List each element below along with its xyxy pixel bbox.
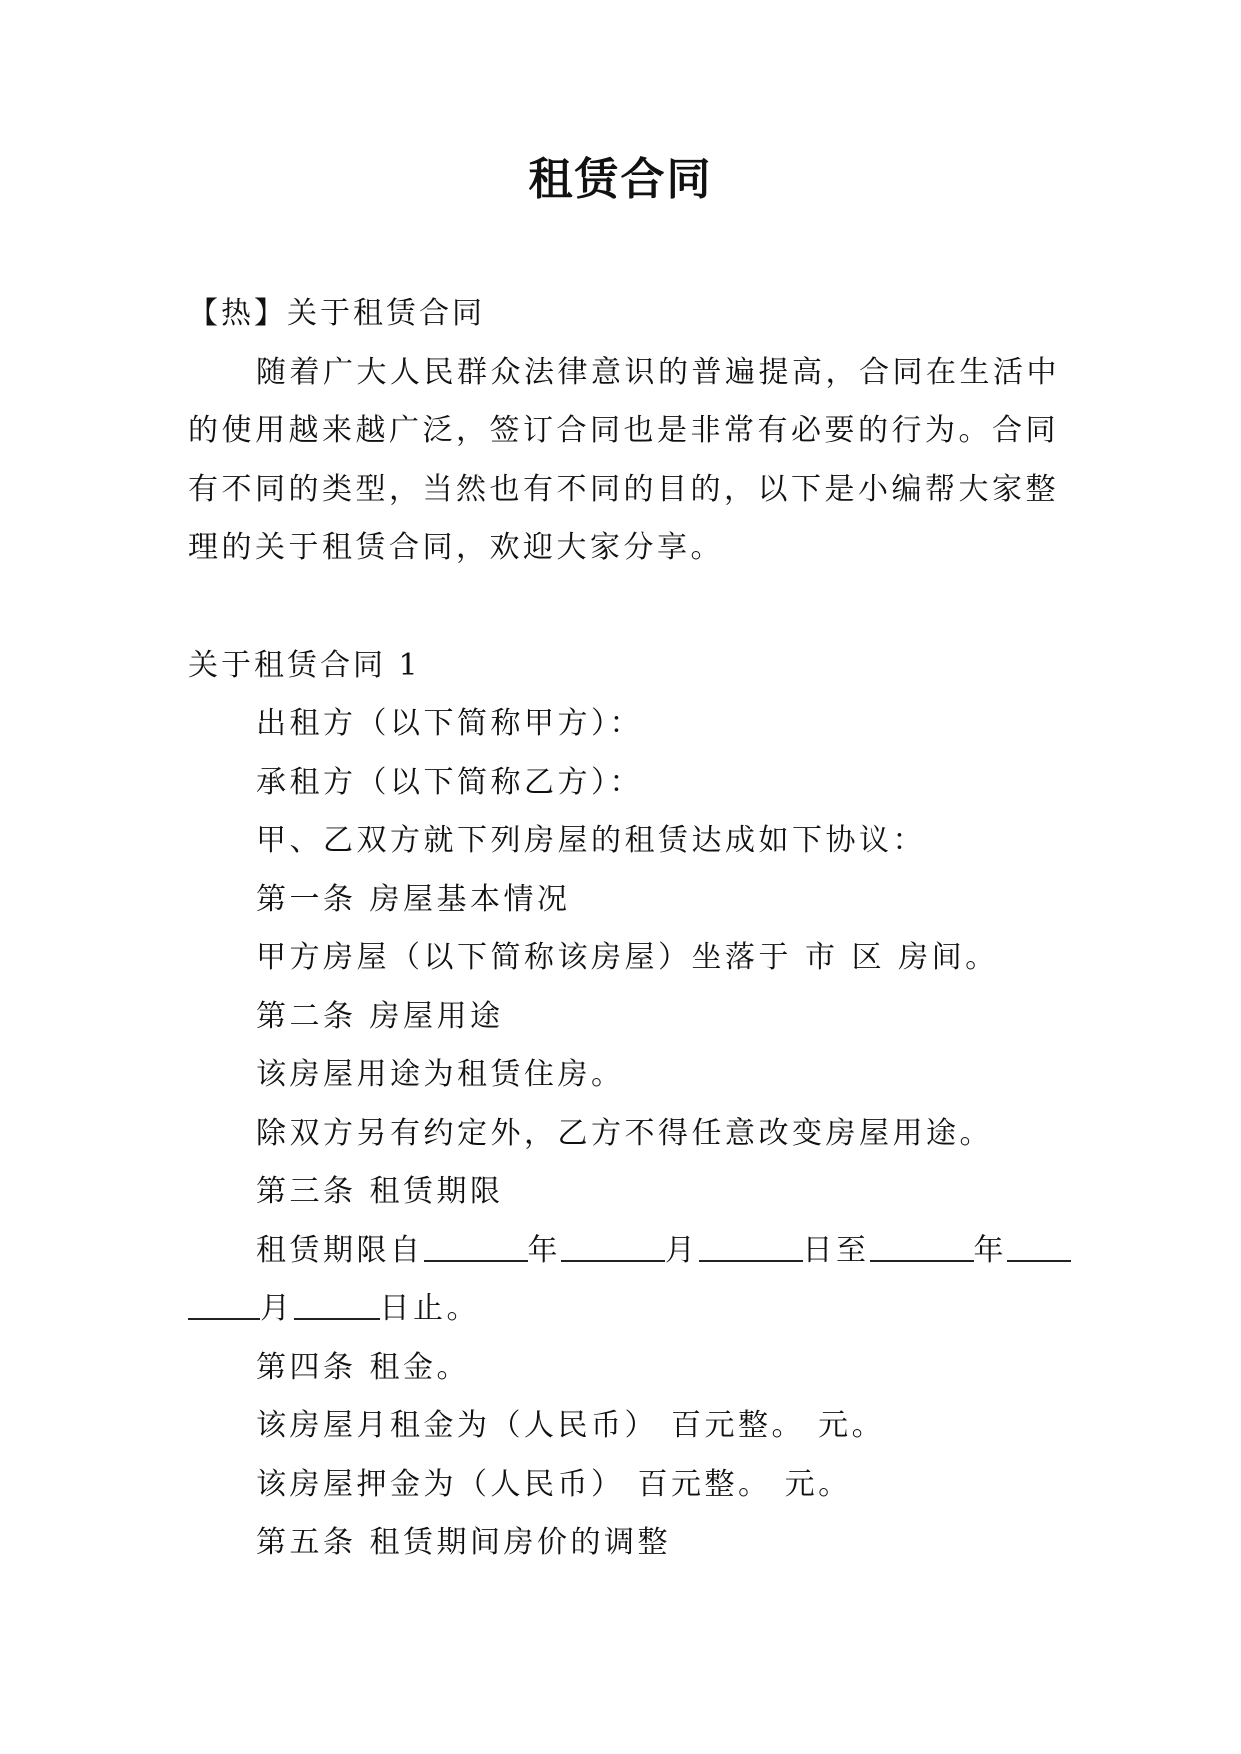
agreement-line: 甲、乙双方就下列房屋的租赁达成如下协议： [256,823,926,858]
article-2-text: 除双方另有约定外，乙方不得任意改变房屋用途。 [256,1115,993,1151]
intro-line: 随着广大人民群众法律意识的普遍提高，合同在生活中 [256,354,1060,390]
term-month-label: 月 [665,1232,699,1268]
intro-line: 有不同的类型，当然也有不同的目的，以下是小编帮大家整 [188,471,1059,507]
lessor-line: 出租方（以下简称甲方）： [256,706,643,741]
term-day-to-label: 日至 [802,1232,870,1268]
lease-term-line [188,1222,1058,1281]
start-month-blank [561,1230,665,1262]
intro-line: 理的关于租赁合同，欢迎大家分享。 [188,530,724,565]
article-2-text: 该房屋用途为租赁住房。 [256,1057,625,1092]
start-year-blank [424,1230,528,1262]
article-2-heading: 第二条 房屋用途 [256,998,504,1034]
document-title: 租赁合同 [528,154,713,205]
article-4-heading: 第四条 租金。 [256,1349,471,1385]
document-body [188,285,1058,1573]
term-year-label: 年 [973,1232,1007,1268]
article-3-heading: 第三条 租赁期限 [256,1174,504,1209]
term-prefix: 租赁期限自 [256,1232,424,1268]
article-1-text: 甲方房屋（以下简称该房屋）坐落于 市 区 房间。 [256,940,999,975]
term-month-label: 月 [260,1291,294,1326]
spacer [188,578,1058,637]
article-5-heading: 第五条 租赁期间房价的调整 [256,1525,672,1560]
end-month-blank [1007,1230,1071,1262]
term-year-label: 年 [527,1232,561,1268]
lessee-line: 承租方（以下简称乙方）： [256,764,643,800]
end-day-blank [294,1288,380,1320]
rent-line: 该房屋月租金为（人民币） 百元整。 元。 [256,1408,886,1443]
deposit-line: 该房屋押金为（人民币） 百元整。 元。 [256,1466,852,1502]
section-title: 关于租赁合同 1 [188,647,421,683]
article-1-heading: 第一条 房屋基本情况 [256,881,571,917]
lease-term-line-continued [188,1280,1058,1339]
intro-heading: 【热】关于租赁合同 [188,296,485,331]
term-end-label: 日止。 [379,1291,480,1326]
start-day-blank [699,1230,803,1262]
end-year-blank [870,1230,974,1262]
intro-line: 的使用越来越广泛，签订合同也是非常有必要的行为。合同 [188,413,1059,448]
end-month-blank-cont [188,1288,260,1320]
